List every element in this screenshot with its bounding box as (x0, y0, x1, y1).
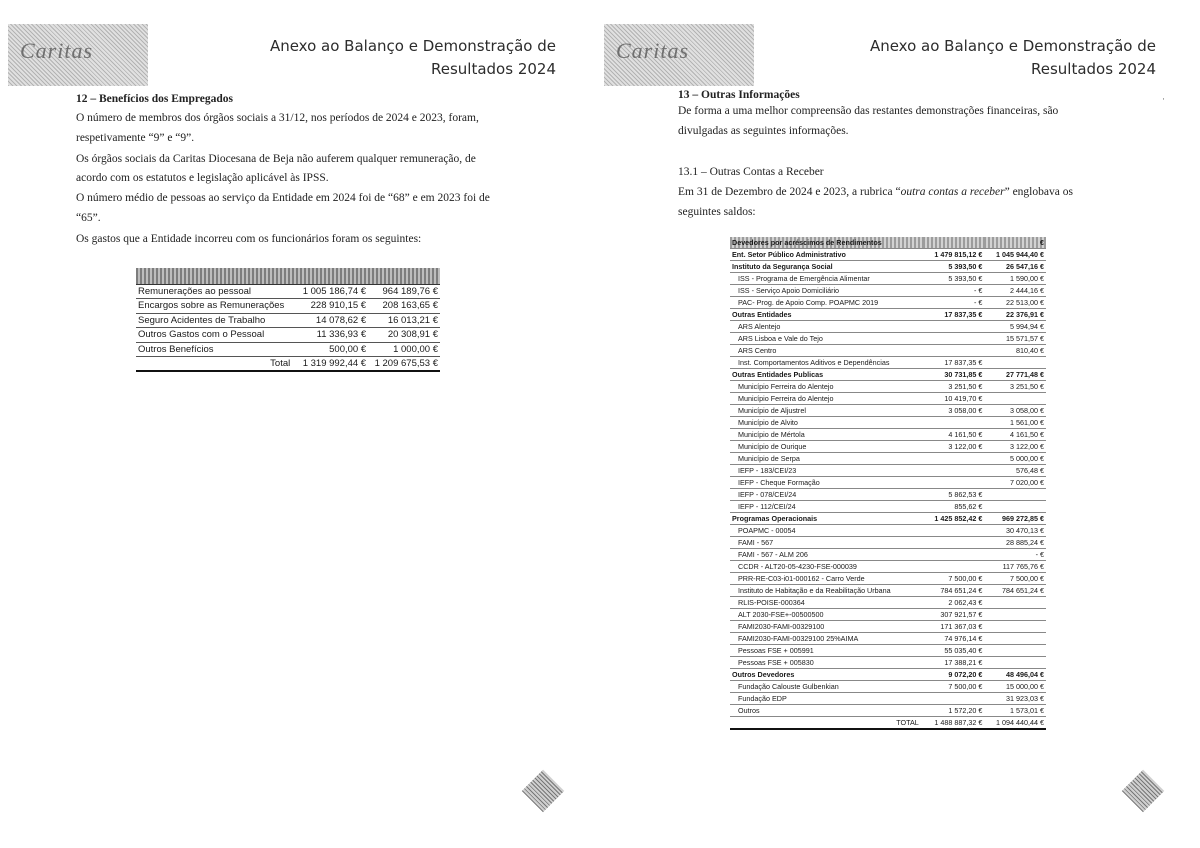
table-row: Fundação Calouste Gulbenkian 7 500,00 € 15 000,00 € (730, 681, 1046, 693)
table-row: RLIS-POISE-000364 2 062,43 € (730, 597, 1046, 609)
table-row: Município de Aljustrel 3 058,00 € 3 058,00 € (730, 405, 1046, 417)
header-line-2: Resultados 2024 (1031, 60, 1156, 78)
paragraph-line: seguintes saldos: (678, 206, 756, 218)
section-title: 13 – Outras Informações (678, 89, 800, 101)
table-row: Município Ferreira do Alentejo 3 251,50 € 3 251,50 € (730, 381, 1046, 393)
table-row: IEFP - 078/CEI/24 5 862,53 € (730, 489, 1046, 501)
header-line-2: Resultados 2024 (431, 60, 556, 78)
table-total-row: Total 1 319 992,44 € 1 209 675,53 € (136, 357, 440, 372)
table-header-row (136, 268, 440, 284)
table-row: Município de Serpa 5 000,00 € (730, 453, 1046, 465)
table-row: ALT 2030-FSE+-00500500 307 921,57 € (730, 609, 1046, 621)
table-group-row: Programas Operacionais 1 425 852,42 € 969 272,85 € (732, 514, 1044, 524)
table-row: ARS Alentejo 5 994,94 € (730, 321, 1046, 333)
table-row: ARS Lisboa e Vale do Tejo 15 571,57 € (730, 333, 1046, 345)
table-row: IEFP - Cheque Formação 7 020,00 € (730, 477, 1046, 489)
paragraph-line: O número de membros dos órgãos sociais a 31/12, nos períodos de 2024 e 2023, foram, (76, 112, 479, 124)
table-row: Encargos sobre as Remunerações 228 910,15 € 208 163,65 € (138, 300, 438, 312)
receivables-table (730, 237, 1046, 730)
paragraph-line: Os gastos que a Entidade incorreu com os funcionários foram os seguintes: (76, 233, 422, 245)
staff-costs-table (136, 268, 440, 372)
table-row: ISS - Serviço Apoio Domiciliário - € 2 444,16 € (730, 285, 1046, 297)
stamp-mark (1122, 770, 1164, 812)
page-header (870, 35, 1156, 81)
table-row: IEFP - 183/CEI/23 576,48 € (730, 465, 1046, 477)
paragraph-line: divulgadas as seguintes informações. (678, 125, 849, 137)
paragraph-line: Os órgãos sociais da Caritas Diocesana de Beja não auferem qualquer remuneração, de (76, 153, 476, 165)
table-group-row: Outras Entidades Publicas 30 731,85 € 27 771,48 € (732, 370, 1044, 380)
paragraph-line: O número médio de pessoas ao serviço da Entidade em 2024 foi de “68” e em 2023 foi de (76, 192, 490, 204)
table-row: FAMI - 567 - ALM 206 - € (730, 549, 1046, 561)
paragraph-line: “65”. (76, 212, 101, 224)
table-row: Município de Mértola 4 161,50 € 4 161,50 € (730, 429, 1046, 441)
paragraph-line: respetivamente “9” e “9”. (76, 132, 195, 144)
scan-mark: · (1162, 94, 1165, 104)
logo-text: Caritas (616, 38, 690, 63)
page-header (270, 35, 556, 81)
table-row: CCDR - ALT20-05-4230-FSE-000039 117 765,76 € (730, 561, 1046, 573)
header-line-1: Anexo ao Balanço e Demonstração de (869, 37, 1156, 55)
header-line-1: Anexo ao Balanço e Demonstração de (269, 37, 556, 55)
paragraph-line: De forma a uma melhor compreensão das restantes demonstrações financeiras, são (678, 105, 1059, 117)
paragraph-line: Em 31 de Dezembro de 2024 e 2023, a rubrica “outra contas a receber” englobava os (678, 186, 1073, 198)
table-row: Pessoas FSE + 005830 17 388,21 € (730, 657, 1046, 669)
table-group-row: Instituto da Segurança Social 5 393,50 € 26 547,16 € (732, 262, 1044, 272)
table-row: FAMI2030-FAMI-00329100 25%AIMA 74 976,14 € (730, 633, 1046, 645)
table-group-row: Outras Entidades 17 837,35 € 22 376,91 € (732, 310, 1044, 320)
table-row: Município de Ourique 3 122,00 € 3 122,00 € (730, 441, 1046, 453)
table-row: FAMI - 567 28 885,24 € (730, 537, 1046, 549)
table-group-row: Outros Devedores 9 072,20 € 48 496,04 € (732, 670, 1044, 680)
table-row: Município Ferreira do Alentejo 10 419,70 € (730, 393, 1046, 405)
table-row: Instituto de Habitação e da Reabilitação Urbana 784 651,24 € 784 651,24 € (730, 585, 1046, 597)
table-group-row: Ent. Setor Público Administrativo 1 479 815,12 € 1 045 944,40 € (732, 250, 1044, 260)
table-row: Outros Gastos com o Pessoal 11 336,93 € 20 308,91 € (138, 329, 438, 341)
table-group-row: Devedores por acréscimos de Rendimentos € (732, 238, 1044, 248)
table-row: Remunerações ao pessoal 1 005 186,74 € 964 189,76 € (138, 285, 438, 297)
stamp-mark (522, 770, 564, 812)
paragraph-line: acordo com os estatutos e legislação aplicável às IPSS. (76, 172, 329, 184)
section-title: 12 – Benefícios dos Empregados (76, 93, 233, 105)
table-row: ARS Centro 810,40 € (730, 345, 1046, 357)
table-row: Pessoas FSE + 005991 55 035,40 € (730, 645, 1046, 657)
table-row: FAMI2030-FAMI-00329100 171 367,03 € (730, 621, 1046, 633)
table-row: Inst. Comportamentos Aditivos e Dependências 17 837,35 € (730, 357, 1046, 369)
table-row: PAC- Prog. de Apoio Comp. POAPMC 2019 - € 22 513,00 € (730, 297, 1046, 309)
table-row: PRR-RE-C03-i01-000162 - Carro Verde 7 500,00 € 7 500,00 € (730, 573, 1046, 585)
table-row: Seguro Acidentes de Trabalho 14 078,62 € 16 013,21 € (138, 314, 438, 326)
table-row: POAPMC - 00054 30 470,13 € (730, 525, 1046, 537)
table-row: Outros 1 572,20 € 1 573,01 € (730, 705, 1046, 717)
table-row: Município de Alvito 1 561,00 € (730, 417, 1046, 429)
table-total-row: TOTAL 1 488 887,32 € 1 094 440,44 € (730, 717, 1046, 730)
table-row: ISS - Programa de Emergência Alimentar 5 393,50 € 1 590,00 € (730, 273, 1046, 285)
table-row: Fundação EDP 31 923,03 € (730, 693, 1046, 705)
subsection-title: 13.1 – Outras Contas a Receber (678, 166, 824, 178)
table-row: IEFP - 112/CEI/24 855,62 € (730, 501, 1046, 513)
table-row: Outros Benefícios 500,00 € 1 000,00 € (138, 343, 438, 355)
logo-text: Caritas (20, 38, 94, 63)
